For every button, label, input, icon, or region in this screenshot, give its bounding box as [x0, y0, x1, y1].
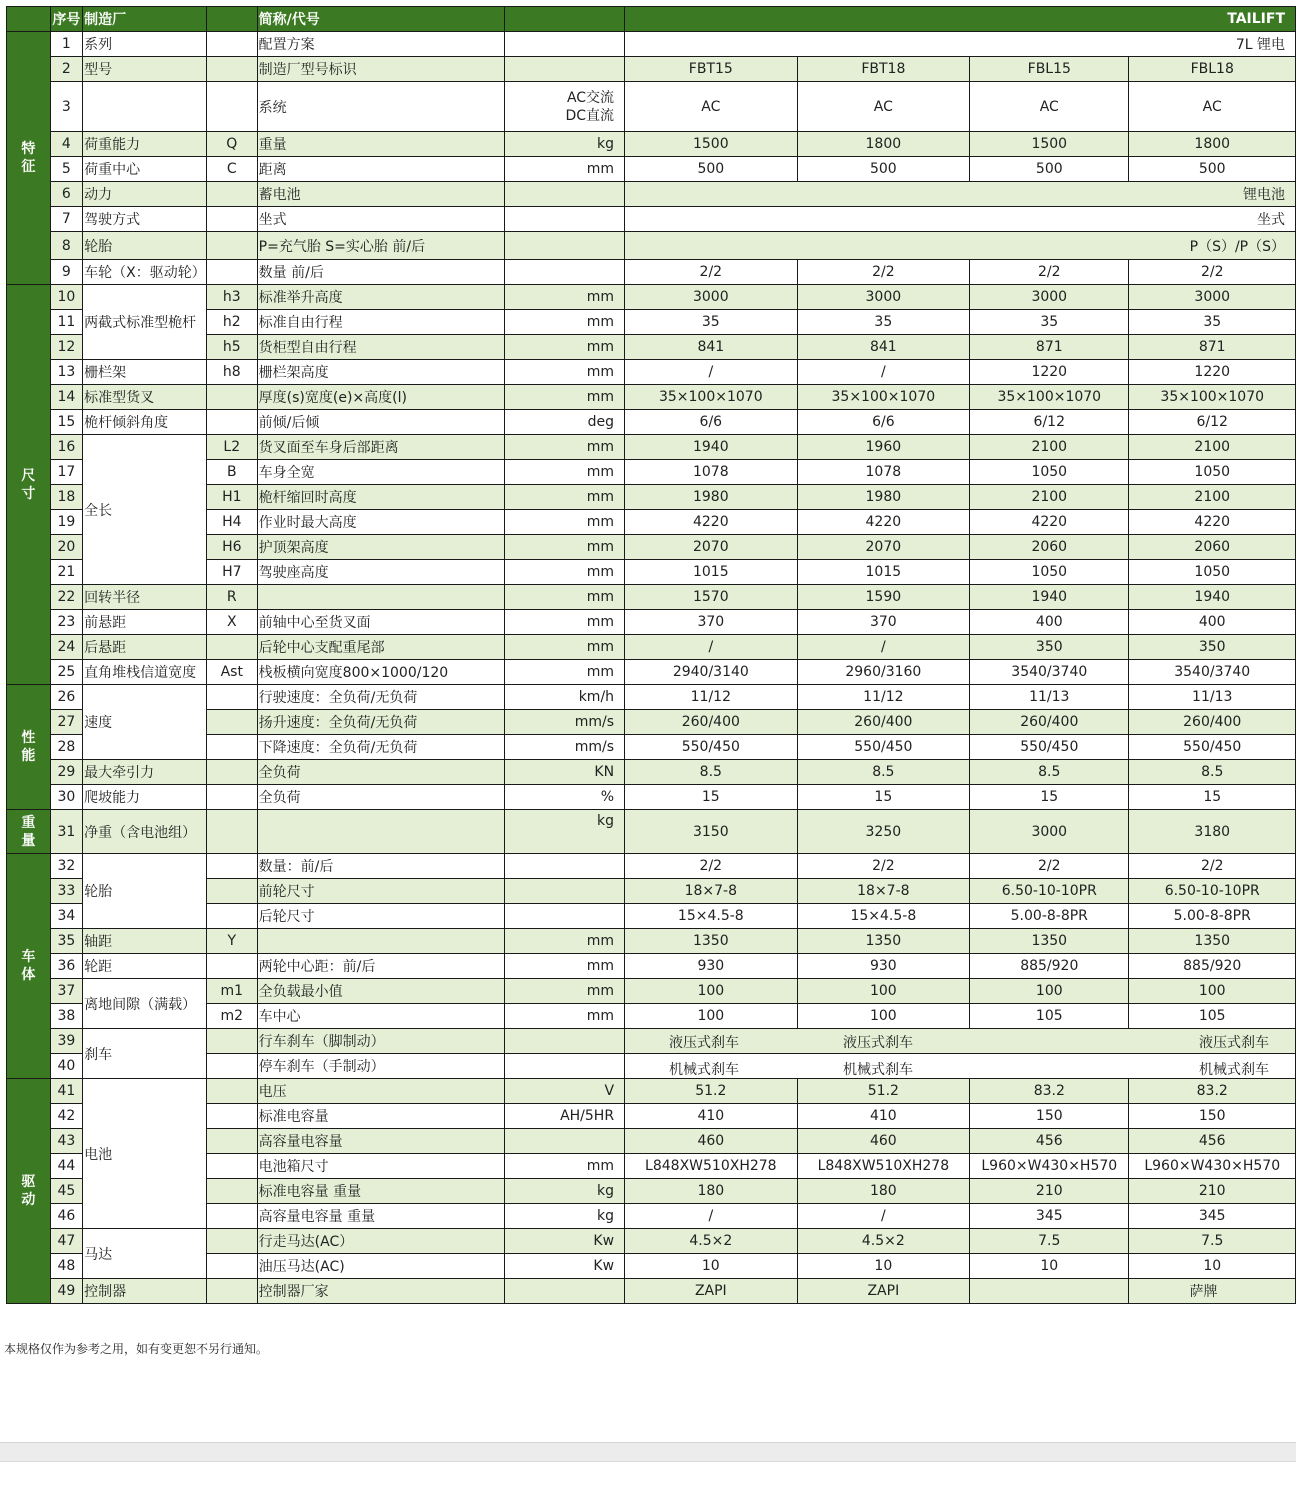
table-row: 6 动力 蓄电池 锂电池	[7, 182, 1296, 207]
table-row: 8 轮胎 P=充气胎 S=实心胎 前/后 P（S）/P（S）	[7, 232, 1296, 260]
category-features: 特 征	[7, 32, 51, 285]
table-row: 特 征 1 系列 配置方案 7L 锂电	[7, 32, 1296, 57]
table-row: 车 体 32 轮胎 数量：前/后 2/2 2/2 2/2 2/2	[7, 854, 1296, 879]
table-row: 驱 动 41 电池 电压 V 51.2 51.2 83.2 83.2	[7, 1079, 1296, 1104]
table-row: 40 停车刹车（手制动） 机械式刹车 机械式刹车 机械式刹车	[7, 1054, 1296, 1079]
table-row: 33 前轮尺寸 18×7-8 18×7-8 6.50-10-10PR 6.50-10-10PR	[7, 879, 1296, 904]
table-row: 36 轮距 两轮中心距：前/后 mm 930 930 885/920 885/920	[7, 954, 1296, 979]
table-row: 24 后悬距 后轮中心支配重尾部 mm / / 350 350	[7, 635, 1296, 660]
table-row: 28 下降速度：全负荷/无负荷 mm/s 550/450 550/450 550/450 550/450	[7, 735, 1296, 760]
table-row: 27 扬升速度：全负荷/无负荷 mm/s 260/400 260/400 260/400 260/400	[7, 710, 1296, 735]
table-row: 15 桅杆倾斜角度 前倾/后倾 deg 6/6 6/6 6/12 6/12	[7, 410, 1296, 435]
table-row: 性 能 26 速度 行驶速度：全负荷/无负荷 km/h 11/12 11/12 11/13 11/13	[7, 685, 1296, 710]
table-row: 17 B 车身全宽 mm 1078 1078 1050 1050	[7, 460, 1296, 485]
table-row: 48 油压马达(AC) Kw 10 10 10 10	[7, 1254, 1296, 1279]
table-row: 35 轴距 Y mm 1350 1350 1350 1350	[7, 929, 1296, 954]
table-row: 49 控制器 控制器厂家 ZAPI ZAPI 萨牌	[7, 1279, 1296, 1304]
table-row: 16 全长 L2 货叉面至车身后部距离 mm 1940 1960 2100 2100	[7, 435, 1296, 460]
table-row: 3 系统 AC交流 DC直流 AC AC AC AC	[7, 82, 1296, 132]
table-row: 9 车轮（X：驱动轮） 数量 前/后 2/2 2/2 2/2 2/2	[7, 260, 1296, 285]
header-seq: 序号	[50, 7, 82, 32]
table-row: 21 H7 驾驶座高度 mm 1015 1015 1050 1050	[7, 560, 1296, 585]
table-row: 42 标准电容量 AH/5HR 410 410 150 150	[7, 1104, 1296, 1129]
table-row: 23 前悬距 X 前轴中心至货叉面 mm 370 370 400 400	[7, 610, 1296, 635]
table-row: 46 高容量电容量 重量 kg / / 345 345	[7, 1204, 1296, 1229]
table-row: 11 h2 标准自由行程 mm 35 35 35 35	[7, 310, 1296, 335]
table-row: 14 标准型货叉 厚度(s)宽度(e)×高度(l) mm 35×100×1070 35×100×1070 35×100×1070 35×100×1070	[7, 385, 1296, 410]
table-row: 29 最大牵引力 全负荷 KN 8.5 8.5 8.5 8.5	[7, 760, 1296, 785]
table-header	[7, 7, 1296, 32]
table-row: 44 电池箱尺寸 mm L848XW510XH278 L848XW510XH278 L960×W430×H570 L960×W430×H570	[7, 1154, 1296, 1179]
footnote: 本规格仅作为参考之用，如有变更恕不另行通知。	[4, 1342, 269, 1356]
bottom-bar	[0, 1442, 1296, 1462]
table-row: 43 高容量电容量 460 460 456 456	[7, 1129, 1296, 1154]
table-row: 18 H1 桅杆缩回时高度 mm 1980 1980 2100 2100	[7, 485, 1296, 510]
table-row: 38 m2 车中心 mm 100 100 105 105	[7, 1004, 1296, 1029]
table-row: 19 H4 作业时最大高度 mm 4220 4220 4220 4220	[7, 510, 1296, 535]
header-maker: 制造厂	[83, 7, 207, 32]
table-row: 7 驾驶方式 坐式 坐式	[7, 207, 1296, 232]
table-row: 39 刹车 行车刹车（脚制动） 液压式刹车 液压式刹车 液压式刹车	[7, 1029, 1296, 1054]
table-row: 34 后轮尺寸 15×4.5-8 15×4.5-8 5.00-8-8PR 5.00-8-8PR	[7, 904, 1296, 929]
table-row: 20 H6 护顶架高度 mm 2070 2070 2060 2060	[7, 535, 1296, 560]
table-row: 重 量 31 净重（含电池组） kg 3150 3250 3000 3180	[7, 810, 1296, 854]
category-weight: 重 量	[7, 810, 51, 854]
table-row: 22 回转半径 R mm 1570 1590 1940 1940	[7, 585, 1296, 610]
header-code: 简称/代号	[257, 7, 505, 32]
spec-sheet	[6, 6, 1296, 1304]
table-row: 30 爬坡能力 全负荷 % 15 15 15 15	[7, 785, 1296, 810]
category-chassis: 车 体	[7, 854, 51, 1079]
table-row: 4 荷重能力 Q 重量 kg 1500 1800 1500 1800	[7, 132, 1296, 157]
table-row: 12 h5 货柜型自由行程 mm 841 841 871 871	[7, 335, 1296, 360]
category-performance: 性 能	[7, 685, 51, 810]
header-brand: TAILIFT	[625, 7, 1296, 32]
spec-table	[6, 6, 1296, 1304]
table-row: 37 离地间隙（满载） m1 全负载最小值 mm 100 100 100 100	[7, 979, 1296, 1004]
table-row: 2 型号 制造厂型号标识 FBT15 FBT18 FBL15 FBL18	[7, 57, 1296, 82]
table-row: 13 栅栏架 h8 栅栏架高度 mm / / 1220 1220	[7, 360, 1296, 385]
table-row: 尺 寸 10 两截式标准型桅杆 h3 标准举升高度 mm 3000 3000 3000 3000	[7, 285, 1296, 310]
table-row: 45 标准电容量 重量 kg 180 180 210 210	[7, 1179, 1296, 1204]
table-row: 47 马达 行走马达(AC） Kw 4.5×2 4.5×2 7.5 7.5	[7, 1229, 1296, 1254]
table-row: 5 荷重中心 C 距离 mm 500 500 500 500	[7, 157, 1296, 182]
category-drive: 驱 动	[7, 1079, 51, 1304]
table-row: 25 直角堆栈信道宽度 Ast 栈板横向宽度800×1000/120 mm 2940/3140 2960/3160 3540/3740 3540/3740	[7, 660, 1296, 685]
category-dimensions: 尺 寸	[7, 285, 51, 685]
